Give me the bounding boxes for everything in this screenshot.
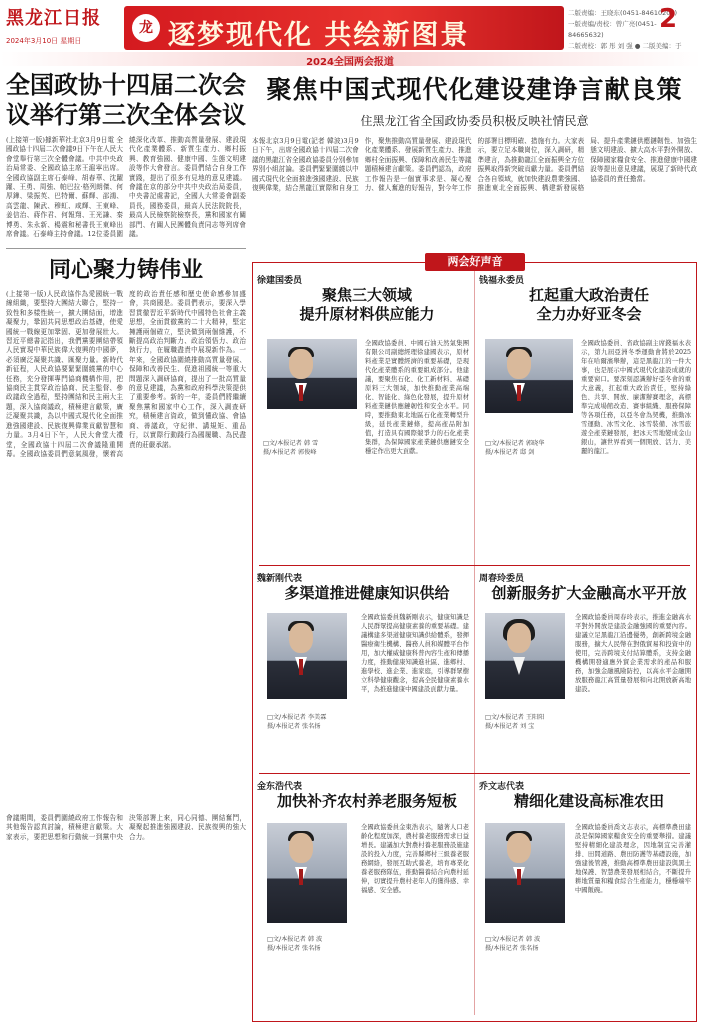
profile-text: 全國政協委員金東浩表示，隨著人口老齡化程度加深，農村養老服務需求日益增長。建議加大對農村養老服務設施建設的投入力度，完善縣鄉村三級養老服務網絡，發展互助式養老，培育專業化養老服務隊伍，推動醫養結合向農村延伸，切實提升農村老年人的獲得感、幸福感、安全感。: [361, 824, 469, 894]
main-subheadline: 住黑龙江省全国政协委员积极反映社情民意: [360, 114, 589, 128]
profile-credit: □文/本报记者 韩 雪 摄/本报记者 郭俊峰: [263, 440, 319, 456]
profile-text: 全國政協委員、省政協副主席錢福永表示，第九屆亞洲冬季運動會將於2025年在哈爾濱舉辦，這是黑龍江的一件大事，也是展示中國式現代化建設成就的重要窗口。要深刻認識辦好亞冬會的重大意義，扛起重大政治責任，堅持綠色、共享、開放、廉潔辦賽理念，高標準完成場館改造、賽事組織、服務保障等各項任務，以亞冬會為契機，推動冰雪運動、冰雪文化、冰雪裝備、冰雪旅遊全產業鏈發展，把冰天雪地變成金山銀山，讓世界看到一個開放、活力、美麗的龍江。: [581, 340, 691, 455]
story-unity: (上接第一版)人民政協作為愛國統一戰線組織，要堅持大團結大聯合，堅持一致性和多樣性統一，擴大團結面，增進凝聚力，鞏固共同思想政治基礎，使愛國統一戰線更加鞏固、更加發展壯大。習近平總書記指出，我們黨要團結帶領人民實現中華民族偉大復興的中國夢，必須廣泛凝聚共識、匯聚力量。新時代新征程，人民政協要緊緊圍繞黨的中心任務，充分發揮專門協商機構作用，把協商民主貫穿政治協商、民主監督、參政議政全過程，堅持團結和民主兩大主題，深入協商議政，積極建言獻策，廣泛凝聚共識，為以中國式現代化全面推進強國建設、民族復興偉業貢獻智慧和力量。3月4日下午，人民大會堂大禮堂，全國政協十四屆二次會議隆重開幕。全國政協委員們意氣風發，懷着高度的政治責任感和歷史使命感參加盛會，共商國是。委員們表示，要深入學習貫徹習近平新時代中國特色社會主義思想，全面貫徹黨的二十大精神，堅定擁護兩個確立，堅決做到兩個維護，不斷提高政治判斷力、政治領悟力、政治執行力，在履職盡責中展現新作為。一年來，全國政協圍繞推動高質量發展、保障和改善民生、促進祖國統一等重大問題深入調研協商，提出了一批高質量的意見建議，為黨和政府科學決策提供了重要參考。新的一年，委員們將繼續聚焦黨和國家中心工作，深入調查研究，積極建言資政，做到懂政協、會協商、善議政，守紀律、講規矩、重品行，以實際行動踐行為國履職、為民盡責的莊嚴承諾。: [6, 290, 246, 458]
newspaper-logo: 黑龙江日报: [6, 8, 101, 29]
profile-text: 全國政協委員喬文志表示，高標準農田建設是保障國家糧食安全的重要舉措。建議堅持精細化建設理念，因地制宜完善灌排、田間道路、農田防護等基礎設施，加強建後管護，推動高標準農田建設與黑土地保護、智慧農業發展相結合，不斷提升耕地質量和糧食綜合生產能力，穩穩端牢中國飯碗。: [575, 824, 691, 894]
profile-credit: □文/本报记者 韩 波 摄/本报记者 张名扬: [267, 936, 323, 952]
page-number: 2: [658, 4, 678, 34]
profile-headline: 加快补齐农村养老服务短板: [276, 792, 457, 810]
profile-name: 乔文志代表: [479, 782, 525, 792]
main-story-text: 本報北京3月9日電(記者 韓波)3月9日下午，出席全國政協十四屆二次會議的黑龍江省全國政協委員分別參加界別小組討論。委員們緊緊圍繞以中國式現代化全面推進強國建設、民族復興偉業，結合黑龍江實際和自身工作，聚焦推動高質量發展、建設現代化產業體系、發展新質生產力、推進鄉村全面振興、保障和改善民生等議題積極建言獻策。委員們認為，政府工作報告是一個實事求是、凝心聚力、催人奮進的好報告，對今年工作的部署目標明確、措施有力。大家表示，要立足本職崗位，深入調研，精準建言，為推動龍江全面振興全方位振興取得新突破貢獻力量。委員們結合各自領域，就加快建設農業強國、推進東北全面振興、構建新發展格局、提升產業鏈供應鏈韌性、加強生態文明建設、擴大高水平對外開放、保障國家糧食安全、推進健康中國建設等提出意見建議，展現了新時代政協委員的責任擔當。: [252, 137, 697, 193]
profile-text: 全國政協委員魏新剛表示，健康知識是人民群眾提高健康素養的重要基礎。建議構建多渠道健康知識供給體系，發揮醫療衛生機構、醫務人員和媒體平台作用，加大權威健康科普內容生產和傳播力度，推動健康知識進社區、進鄉村、進學校、進企業、進家庭，引導群眾樹立科學健康觀念，提高全民健康素養水平，為推進健康中國建設貢獻力量。: [361, 614, 469, 693]
profile-headline: 多渠道推进健康知识供给: [284, 584, 450, 602]
profile-name: 钱福永委员: [479, 276, 525, 286]
row-divider: [259, 565, 690, 566]
profile-headline: 提升原材料供应能力: [299, 305, 435, 323]
banner-emblem-icon: 龙: [132, 14, 160, 42]
row-divider: [259, 773, 690, 774]
story-plenary: (上接第一版)據新華社北京3月9日電 全國政協十四屆二次會議9日下午在人民大會堂舉行第三次全體會議。中共中央政治局常委、全國政協主席王滬寧出席。全國政協副主席石泰峰、胡春華、沈躍躍、王勇、周強、帕巴拉·格列朗傑、何厚鏵、梁振英、巴特爾、蘇輝、邵鴻、高雲龍、陳武、穆虹、咸輝、王東峰、姜信治、蔣作君、何報翔、王光謙、秦博勇、朱永新、楊震和秘書長王東峰出席會議。石泰峰主持會議。12位委員圍繞深化改革、推動高質量發展、建設現代化產業體系、新質生產力、鄉村振興、教育強國、健康中國、生態文明建設等作大會發言。委員們結合自身工作實踐，提出了很多有見地的意見建議。會議在京的部分中共中央政治局委員，中央書記處書記，全國人大常委會副委員長，國務委員，最高人民法院院長，最高人民檢察院檢察長，黨和國家有關部門、有關人民團體負責同志等列席會議。: [6, 136, 246, 239]
profile-headline: 创新服务扩大金融高水平开放: [491, 584, 687, 602]
profile-card: [479, 571, 699, 603]
profile-name: 周春玲委员: [479, 574, 525, 584]
section-label: 2024全国两会报道: [306, 57, 394, 68]
divider: [6, 248, 246, 249]
profile-name: 徐建国委员: [257, 276, 303, 286]
profile-photo: [485, 823, 565, 923]
headline-plenary: 全国政协十四届二次会议举行第三次全体会议: [6, 71, 246, 129]
profile-headline: 全力办好亚冬会: [536, 305, 642, 323]
story-unity-continued: 會議期間，委員們圍繞政府工作報告和其他報告認真討論，積極建言獻策。大家表示，要把思想和行動統一到黨中央決策部署上來，同心同德、團結奮鬥，凝聚起推進強國建設、民族復興的強大合力。: [6, 814, 246, 841]
profile-photo: [267, 823, 347, 923]
profile-headline: 扛起重大政治责任: [528, 286, 649, 304]
issue-date: 2024年3月10日 星期日: [6, 37, 82, 45]
main-story: [252, 70, 697, 249]
main-headline: 聚焦中国式现代化建设建诤言献良策: [266, 75, 683, 104]
profile-headline: 精细化建设高标准农田: [513, 792, 664, 810]
profile-photo: [485, 339, 573, 413]
banner-title: 逐梦现代化 共绘新图景: [168, 20, 470, 51]
profile-card: [479, 779, 699, 811]
editor-info-line: 一版责编/责校：曾广亮(0451-84665632): [568, 20, 657, 39]
profile-card: [257, 571, 477, 603]
profile-credit: □文/本报记者 王阳阳 摄/本报记者 刘 宝: [485, 714, 545, 730]
editor-info-line: 二版责编：王晓东(0451-84610208): [568, 9, 678, 17]
profile-photo: [267, 613, 347, 699]
profile-name: 魏新刚代表: [257, 574, 303, 584]
column-divider: [474, 271, 475, 1015]
profile-credit: □文/本报记者 李美霖 摄/本报记者 张名扬: [267, 714, 327, 730]
profile-credit: □文/本报记者 郭晓华 摄/本报记者 邸 剑: [485, 440, 545, 456]
page-banner: [124, 6, 564, 50]
profile-text: 全國政協委員、中國石油天然氣集團有限公司副總經理徐建國表示，原材料產業是實體經濟的重要基礎，是現代化產業體系的重要組成部分。他建議，要聚焦石化、化工新材料、基礎原料三大領域，加快推動產業高端化、智能化、綠色化發展，提升原材料產業鏈供應鏈韌性和安全水平。同時，要推動東北地區石化產業轉型升級，延長產業鏈條，提高產品附加值，打造具有國際競爭力的石化產業集群，為保障國家產業鏈供應鏈安全穩定作出更大貢獻。: [365, 340, 469, 455]
profile-photo: [485, 613, 565, 699]
profile-headline: 聚焦三大领域: [321, 286, 412, 304]
left-column: [6, 70, 246, 1024]
editor-info-line: 二版责校：郭 彤 刘 强 ● 二版美编：于: [568, 42, 682, 50]
profile-credit: □文/本报记者 韩 波 摄/本报记者 张名扬: [485, 936, 541, 952]
profile-text: 全國政協委員周春玲表示，推進金融高水平對外開放是建設金融強國的重要內容。建議立足黑龍江沿邊優勢，創新跨境金融服務，擴大人民幣在對俄貿易和投資中的使用，完善跨境支付結算體系，支持金融機構開發適應外貿企業需求的產品和服務，加強金融風險防控，以高水平金融開放服務龍江高質量發展和向北開放新高地建設。: [575, 614, 691, 693]
voices-tag: 两会好声音: [425, 253, 525, 271]
headline-unity: 同心聚力铸伟业: [48, 258, 203, 283]
profile-card: [257, 779, 477, 811]
profile-photo: [267, 339, 357, 409]
profile-card: [479, 273, 699, 324]
voices-section: [252, 255, 697, 1022]
profile-name: 金东浩代表: [257, 782, 303, 792]
profile-card: [257, 273, 477, 324]
